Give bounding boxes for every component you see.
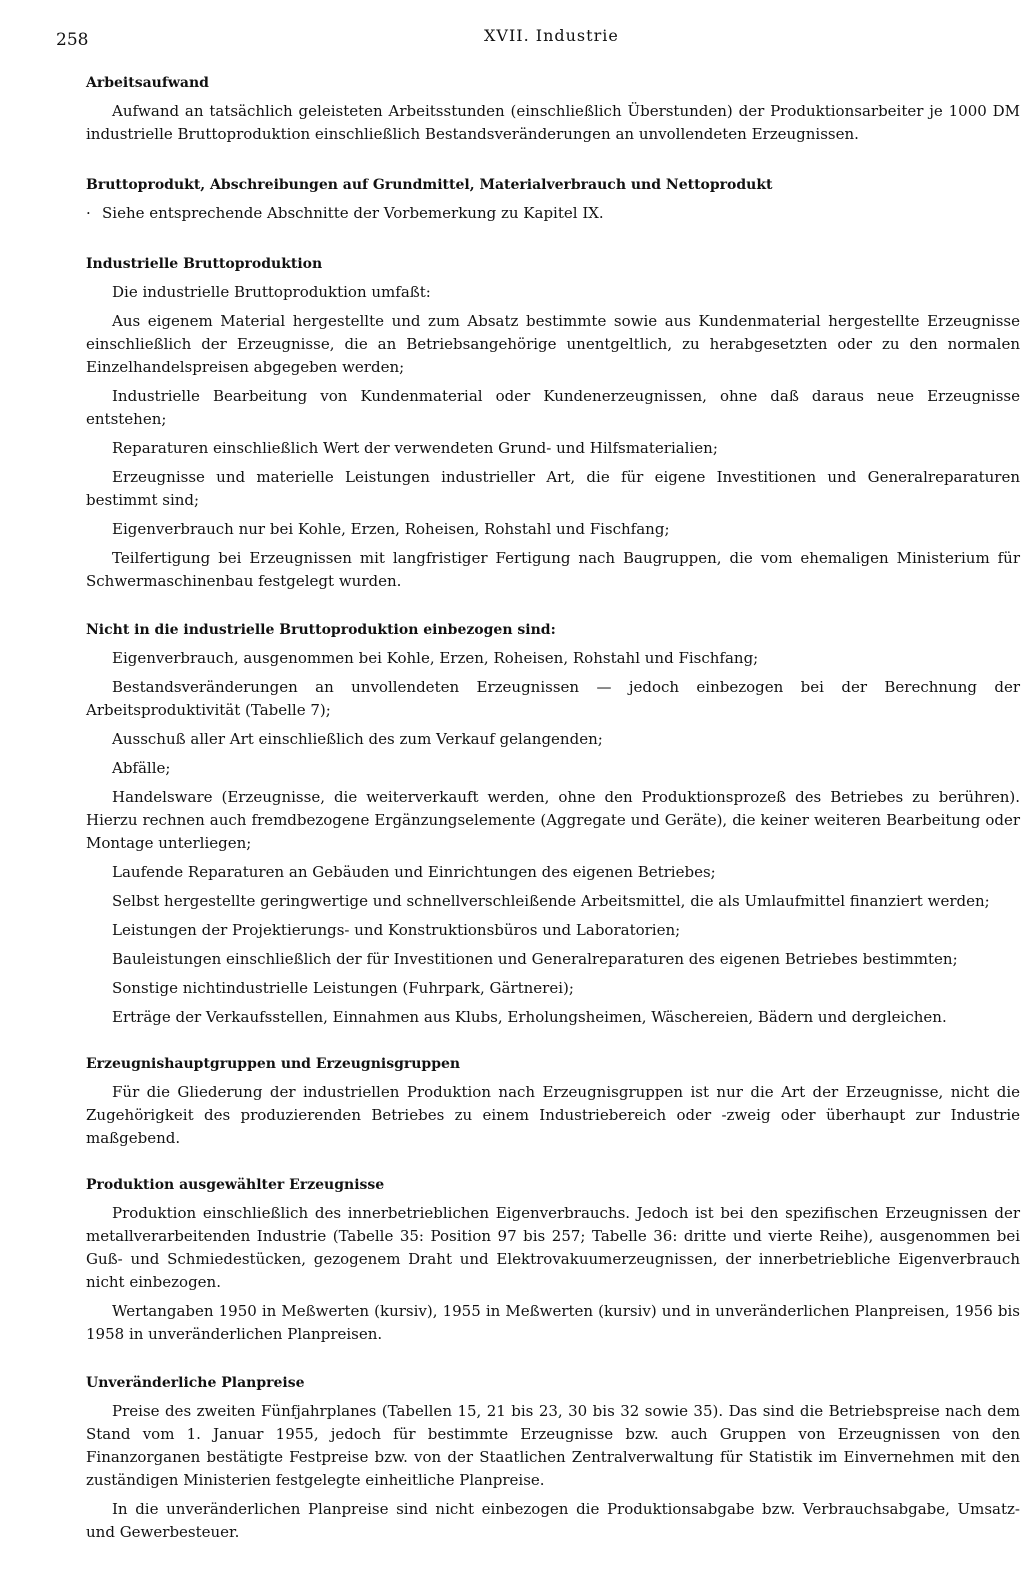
paragraph: Leistungen der Projektierungs- und Konstruktionsbüros und Laboratorien; [112, 921, 681, 939]
paragraph: Erzeugnisse und materielle Leistungen industrieller Art, die für eigene Investitionen und Generalreparaturen bestimmt sind; [86, 468, 1020, 509]
paragraph: Bestandsveränderungen an unvollendeten Erzeugnissen — jedoch einbezogen bei der Berechnung der Arbeitsproduktivität (Tabelle 7); [86, 678, 1020, 719]
paragraph: Die industrielle Bruttoproduktion umfaßt: [112, 283, 431, 301]
paragraph: Handelsware (Erzeugnisse, die weiterverkauft werden, ohne den Produktionsprozeß des Betriebes zu berühren). Hierzu rechnen auch fremdbezogene Ergänzungselemente (Aggregate und Geräte), die keiner weiteren Bearbeitung oder Montage unterliegen; [86, 788, 1020, 852]
paragraph: Aus eigenem Material hergestellte und zum Absatz bestimmte sowie aus Kundenmaterial hergestellte Erzeugnisse einschließlich der Erzeugnisse, die an Betriebsangehörige unentgeltlich, zu herabgesetzten oder zu den normalen Einzelhandelspreisen abgegeben werden; [86, 312, 1020, 376]
section-erzeugnisgruppen [86, 1055, 1020, 1150]
paragraph: Laufende Reparaturen an Gebäuden und Einrichtungen des eigenen Betriebes; [112, 863, 716, 881]
paragraph: Bauleistungen einschließlich der für Investitionen und Generalreparaturen des eigenen Betriebes bestimmten; [112, 950, 958, 968]
section-heading: Nicht in die industrielle Bruttoproduktion einbezogen sind: [86, 622, 556, 638]
section-heading: Arbeitsaufwand [86, 75, 209, 91]
section-industrielle-bruttoproduktion [86, 255, 1020, 593]
section-heading: Erzeugnishauptgruppen und Erzeugnisgruppen [86, 1056, 461, 1072]
section-heading: Unveränderliche Planpreise [86, 1375, 305, 1391]
paragraph: Produktion einschließlich des innerbetrieblichen Eigenverbrauchs. Jedoch ist bei den spezifischen Erzeugnissen der metallverarbeitenden Industrie (Tabelle 35: Position 97 bis 257; Tabelle 36: dritte und vierte Reihe), ausgenommen bei Guß- und Schmiedestücken, gezogenem Draht und Elektrovakuumerzeugnissen, der innerbetriebliche Eigenverbrauch nicht einbezogen. [86, 1204, 1020, 1291]
section-nicht-einbezogen [86, 621, 1020, 1029]
section-arbeitsaufwand [86, 74, 1020, 146]
paragraph: Industrielle Bearbeitung von Kundenmaterial oder Kundenerzeugnissen, ohne daß daraus neue Erzeugnisse entstehen; [86, 387, 1020, 428]
paragraph: Eigenverbrauch nur bei Kohle, Erzen, Roheisen, Rohstahl und Fischfang; [112, 520, 670, 538]
section-bruttoprodukt [86, 176, 1020, 225]
paragraph: Wertangaben 1950 in Meßwerten (kursiv), 1955 in Meßwerten (kursiv) und in unveränderlichen Planpreisen, 1956 bis 1958 in unveränderlichen Planpreisen. [86, 1302, 1020, 1343]
paragraph: Teilfertigung bei Erzeugnissen mit langfristiger Fertigung nach Baugruppen, die vom ehemaligen Ministerium für Schwermaschinenbau festgelegt wurden. [86, 549, 1020, 590]
paragraph: Preise des zweiten Fünfjahrplanes (Tabellen 15, 21 bis 23, 30 bis 32 sowie 35). Das sind die Betriebspreise nach dem Stand vom 1. Januar 1955, jedoch für bestimmte Erzeugnisse bzw. auch Gruppen von Erzeugnissen von den Finanzorganen bestätigte Festpreise bzw. von der Staatlichen Zentralverwaltung für Statistik im Einvernehmen mit den zuständigen Ministerien festgelegte einheitliche Planpreise. [86, 1402, 1020, 1489]
section-heading: Bruttoprodukt, Abschreibungen auf Grundmittel, Materialverbrauch und Nettoprodukt [86, 177, 773, 193]
paragraph: Eigenverbrauch, ausgenommen bei Kohle, Erzen, Roheisen, Rohstahl und Fischfang; [112, 649, 759, 667]
paragraph: · Siehe entsprechende Abschnitte der Vorbemerkung zu Kapitel IX. [86, 202, 1020, 225]
page-body [86, 74, 1020, 1578]
paragraph: Ausschuß aller Art einschließlich des zum Verkauf gelangenden; [112, 730, 603, 748]
paragraph: Abfälle; [112, 759, 171, 777]
paragraph: Aufwand an tatsächlich geleisteten Arbeitsstunden (einschließlich Überstunden) der Produktionsarbeiter je 1000 DM industrielle Bruttoproduktion einschließlich Bestandsveränderungen an unvollendeten Erzeugnissen. [86, 102, 1020, 143]
paragraph: In die unveränderlichen Planpreise sind nicht einbezogen die Produktionsabgabe bzw. Verbrauchsabgabe, Umsatz- und Gewerbesteuer. [86, 1500, 1020, 1541]
section-planpreise [86, 1374, 1020, 1544]
section-produktion-erzeugnisse [86, 1176, 1020, 1346]
paragraph: Reparaturen einschließlich Wert der verwendeten Grund- und Hilfsmaterialien; [112, 439, 718, 457]
paragraph: Sonstige nichtindustrielle Leistungen (Fuhrpark, Gärtnerei); [112, 979, 574, 997]
running-title: XVII. Industrie [484, 26, 619, 45]
paragraph: Für die Gliederung der industriellen Produktion nach Erzeugnisgruppen ist nur die Art der Erzeugnisse, nicht die Zugehörigkeit des produzierenden Betriebes zu einem Industriebereich oder -zweig oder überhaupt zur Industrie maßgebend. [86, 1083, 1020, 1147]
section-heading: Industrielle Bruttoproduktion [86, 256, 323, 272]
paragraph: Erträge der Verkaufsstellen, Einnahmen aus Klubs, Erholungsheimen, Wäschereien, Bädern und dergleichen. [112, 1008, 947, 1026]
page-number: 258 [56, 30, 89, 50]
paragraph: Selbst hergestellte geringwertige und schnellverschleißende Arbeitsmittel, die als Umlaufmittel finanziert werden; [112, 892, 990, 910]
section-heading: Produktion ausgewählter Erzeugnisse [86, 1177, 385, 1193]
